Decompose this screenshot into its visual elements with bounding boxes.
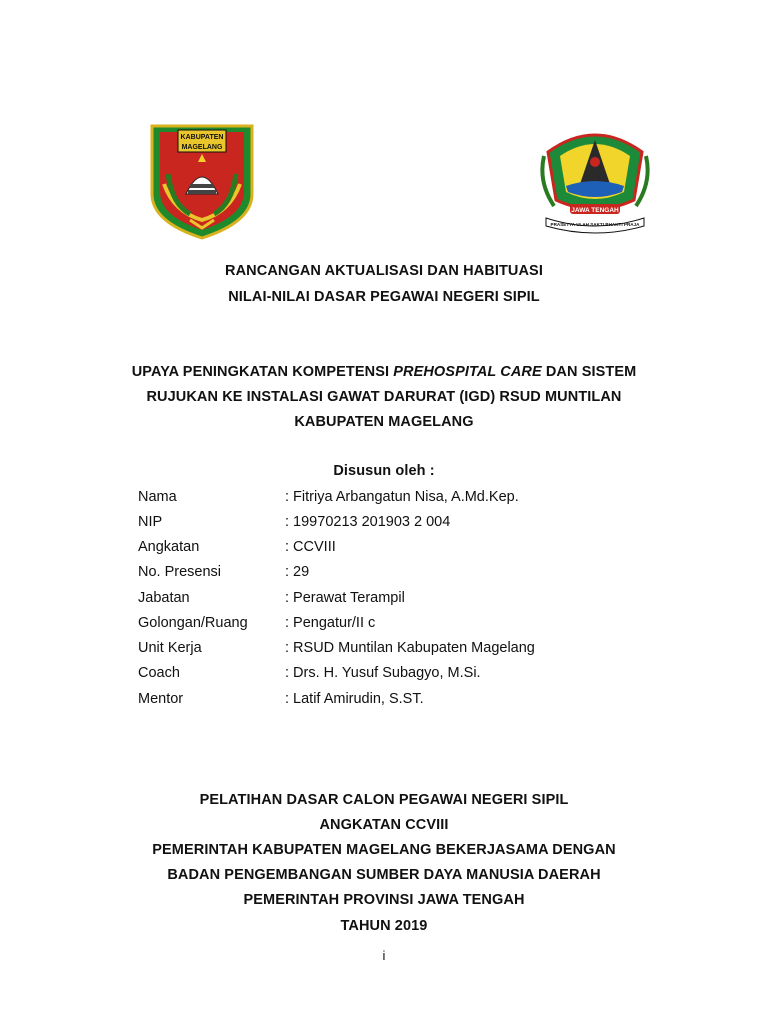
detail-value: : CCVIII xyxy=(285,539,336,555)
footer-line-6: TAHUN 2019 xyxy=(340,918,428,934)
topic-line-1-suffix: DAN SISTEM xyxy=(541,364,637,380)
detail-label: Unit Kerja xyxy=(138,640,202,656)
detail-label: Coach xyxy=(138,665,180,681)
detail-value: : Perawat Terampil xyxy=(285,590,405,606)
topic-line-1-prefix: UPAYA PENINGKATAN KOMPETENSI xyxy=(131,364,394,380)
emblem-motto-text: PRASETYA ULAH SAKTI BHAKTI PRAJA xyxy=(550,222,640,227)
author-heading: Disusun oleh : xyxy=(333,463,435,479)
emblem-banner-text: JAWA TENGAH xyxy=(571,207,619,214)
logo-text-top: KABUPATEN xyxy=(180,134,224,141)
kabupaten-magelang-emblem xyxy=(150,124,254,240)
footer-line-4: BADAN PENGEMBANGAN SUMBER DAYA MANUSIA DAERAH xyxy=(167,867,601,883)
detail-value: : Drs. H. Yusuf Subagyo, M.Si. xyxy=(285,665,481,681)
footer-line-3: PEMERINTAH KABUPATEN MAGELANG BEKERJASAMA DENGAN xyxy=(152,842,616,858)
footer-line-5: PEMERINTAH PROVINSI JAWA TENGAH xyxy=(243,892,525,908)
detail-value: : 29 xyxy=(285,564,310,580)
detail-label: NIP xyxy=(138,514,163,530)
shield-logo-icon xyxy=(150,124,254,240)
topic-line-2: RUJUKAN KE INSTALASI GAWAT DARURAT (IGD) RSUD MUNTILAN xyxy=(146,389,622,405)
footer-line-1: PELATIHAN DASAR CALON PEGAWAI NEGERI SIPIL xyxy=(199,792,569,808)
detail-value: : 19970213 201903 2 004 xyxy=(285,514,451,530)
detail-label: Jabatan xyxy=(138,590,190,606)
jawa-tengah-emblem xyxy=(536,122,654,234)
detail-label: Nama xyxy=(138,489,177,505)
topic-line-1-italic: PREHOSPITAL CARE xyxy=(393,364,542,380)
document-title-line-2: NILAI-NILAI DASAR PEGAWAI NEGERI SIPIL xyxy=(228,289,540,305)
detail-value: : Pengatur/II c xyxy=(285,615,376,631)
provincial-emblem-icon xyxy=(536,122,654,234)
page-number: i xyxy=(382,948,386,963)
detail-value: : Fitriya Arbangatun Nisa, A.Md.Kep. xyxy=(285,489,519,505)
detail-label: No. Presensi xyxy=(138,564,222,580)
detail-label: Angkatan xyxy=(138,539,200,555)
detail-label: Mentor xyxy=(138,691,184,707)
detail-value: : RSUD Muntilan Kabupaten Magelang xyxy=(285,640,535,656)
detail-value: : Latif Amirudin, S.ST. xyxy=(285,691,424,707)
topic-line-3: KABUPATEN MAGELANG xyxy=(294,414,474,430)
footer-line-2: ANGKATAN CCVIII xyxy=(319,817,449,833)
topic-line-1 xyxy=(0,364,768,380)
logo-text-bottom: MAGELANG xyxy=(181,144,223,151)
detail-label: Golongan/Ruang xyxy=(138,615,248,631)
document-title-line-1: RANCANGAN AKTUALISASI DAN HABITUASI xyxy=(225,263,543,279)
